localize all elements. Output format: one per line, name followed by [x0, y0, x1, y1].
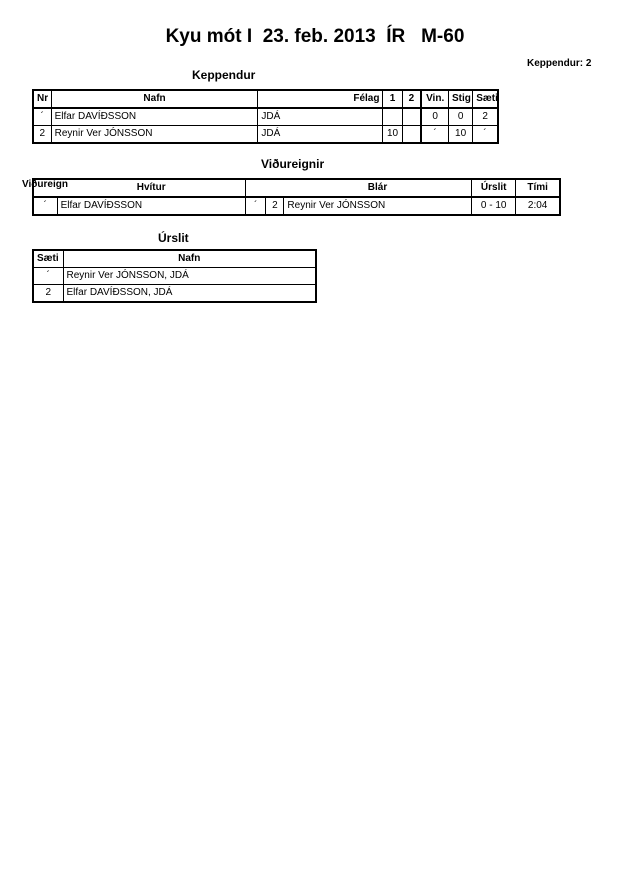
competitor-name: Elfar DAVÍÐSSON — [51, 108, 258, 126]
result-place: ´ — [33, 268, 63, 285]
col-time: Tími — [516, 179, 560, 197]
competitor-row — [33, 126, 498, 144]
result-name: Reynir Ver JÓNSSON, JDÁ — [63, 268, 316, 285]
competitor-count: Keppendur: 2 — [527, 58, 592, 69]
match-time: 2:04 — [516, 197, 560, 215]
competitor-round-1: 10 — [383, 126, 402, 144]
competitor-round-2 — [402, 126, 421, 144]
page-title: Kyu mót I 23. feb. 2013 ÍR M-60 — [165, 26, 465, 47]
matches-heading: Viðureignir — [261, 157, 325, 171]
match-blue-name: Reynir Ver JÓNSSON — [284, 197, 472, 215]
competitor-wins: 0 — [421, 108, 448, 126]
competitor-nr: ´ — [33, 108, 51, 126]
result-row — [33, 268, 316, 285]
match-row — [33, 197, 560, 215]
match-blue-nr: 2 — [266, 197, 284, 215]
result-place: 2 — [33, 285, 63, 303]
matches-header-row — [33, 179, 560, 197]
matches-table — [32, 178, 561, 216]
col-wins: Vin. — [421, 90, 448, 108]
col-place: Sæti — [473, 90, 498, 108]
competitor-round-1 — [383, 108, 402, 126]
competitors-header-row — [33, 90, 498, 108]
competitor-place: 2 — [473, 108, 498, 126]
match-white-mark: ´ — [246, 197, 266, 215]
competitors-heading: Keppendur — [192, 68, 256, 82]
result-row — [33, 285, 316, 303]
match-white-name: Elfar DAVÍÐSSON — [57, 197, 246, 215]
competitor-row — [33, 108, 498, 126]
col-round-1: 1 — [383, 90, 402, 108]
competitor-name: Reynir Ver JÓNSSON — [51, 126, 258, 144]
col-result: Úrslit — [472, 179, 516, 197]
competitor-place: ´ — [473, 126, 498, 144]
col-round-2: 2 — [402, 90, 421, 108]
col-blue: Blár — [284, 179, 472, 197]
competitor-wins: ´ — [421, 126, 448, 144]
col-place: Sæti — [33, 250, 63, 268]
col-name: Nafn — [63, 250, 316, 268]
match-white-nr: ´ — [33, 197, 57, 215]
competitor-club: JDÁ — [258, 108, 383, 126]
results-table — [32, 249, 317, 303]
competitors-table — [32, 89, 499, 144]
col-white: Hvítur — [57, 179, 246, 197]
competitor-points: 0 — [449, 108, 473, 126]
competitor-points: 10 — [449, 126, 473, 144]
col-match: Viðureign — [22, 179, 68, 190]
competitor-club: JDÁ — [258, 126, 383, 144]
match-result: 0 - 10 — [472, 197, 516, 215]
col-nr: Nr — [33, 90, 51, 108]
col-points: Stig — [449, 90, 473, 108]
col-name: Nafn — [51, 90, 258, 108]
col-club: Félag — [258, 90, 383, 108]
results-heading: Úrslit — [158, 231, 189, 245]
results-header-row — [33, 250, 316, 268]
result-name: Elfar DAVÍÐSSON, JDÁ — [63, 285, 316, 303]
competitor-round-2 — [402, 108, 421, 126]
competitor-nr: 2 — [33, 126, 51, 144]
